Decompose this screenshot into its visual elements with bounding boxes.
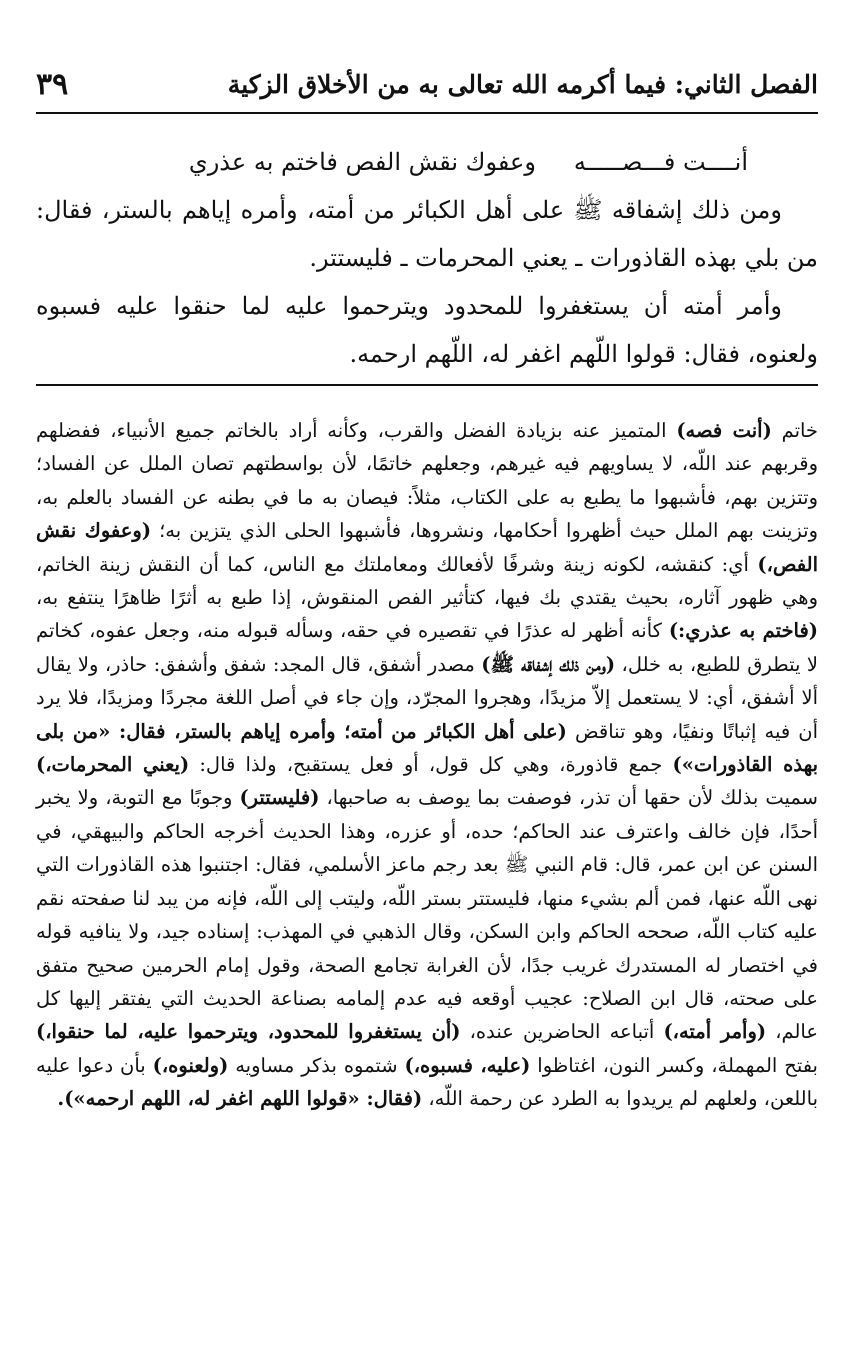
commentary-text: [36, 414, 818, 1116]
header-rule: [36, 112, 818, 114]
commentary-paragraph: [36, 414, 818, 1116]
main-paragraph-2: وأمر أمته أن يستغفروا للمحدود ويترحموا عليه لما حنقوا عليه فسبوه ولعنوه، فقال: قولوا اللّهم اغفر له، اللّهم ارحمه.: [36, 292, 818, 368]
quoted-text: (وعفوك نقش الفص،): [36, 519, 818, 576]
commentary-span: أي: كنقشه، لكونه زينة وشرفًا لأفعالك ومعاملتك مع الناس، كما أن النقش زينة الخاتم، وهي ظهور آثاره، بحيث يقتدي بك فيها، كتأثير الفص المنقوش، إذا طبع به أثرًا ظاهرًا ينتفع به،: [36, 552, 818, 610]
verse-hemistich-1: أنــــت فـــصـــــه: [573, 148, 748, 176]
commentary-span: مصدر أشفق، قال المجد: شفق وأشفق: حاذر، ولا يقال ألا أشفق، أي: لا يستعمل إلاّ مزيدًا، وهجروا المجرّد، وإن جاء في أصل اللغة مجردًا ومزيدًا، فلا يرد أن فيه إثباتًا ونفيًا، وهو تناقض: [36, 652, 819, 743]
quoted-text: (على أهل الكبائر من أمته؛ وأمره إياهم بالستر، فقال: «من بلى بهذه القاذورات»): [36, 719, 819, 777]
quoted-text: (يعني المحرمات،): [36, 753, 190, 777]
quoted-text: (عليه، فسبوه،): [404, 1053, 531, 1077]
quoted-text: (فليستتر): [239, 786, 320, 810]
commentary-span: بأن دعوا عليه باللعن، ولعلهم لم يريدوا به الطرد عن رحمة اللّه،: [36, 1053, 818, 1111]
quoted-text: (ولعنوه،): [152, 1053, 229, 1077]
quoted-text: (أنت فصه): [676, 419, 772, 442]
page-number: ٣٩: [36, 66, 69, 102]
commentary-span: كأنه أظهر له عذرًا في تقصيره في حقه، وسأله قبوله منه، وجعل عفوه، كخاتم لا يتطرق للطبع، به خلل،: [36, 619, 819, 676]
commentary-span: وجوبًا مع التوبة، ولا يخبر أحدًا، فإن خالف واعترف عند الحاكم؛ حده، أو عزره، وهذا الحديث أخرجه الحاكم والبيهقي، في السنن عن ابن عمر، قال: قام النبي ﷺ بعد رجم ماعز الأسلمي، فقال: اجتنبوا هذه القاذورات التي نهى اللّه عنها، فمن ألم بشيء منها، فليستتر بستر اللّه، وليتب إلى اللّه، فإنه من يبد لنا صفحته نقم عليه كتاب اللّه، صححه الحاكم وابن السكن، وقال الذهبي في المهذب: إسناده جيد، ولا ينافيه قوله في اختصار له المستدرك غريب جدًا، لأن الغرابة تجامع الصحة، وقول إمام الحرمين صحيح متفق على صحته، قال ابن الصلاح: عجيب أوقعه فيه عدم إلمامه بصناعة الحديث التي يفتقر إليها كل عالم،: [36, 786, 818, 1044]
running-head: [36, 62, 818, 106]
quoted-text: (فاختم به عذري:): [668, 619, 819, 643]
main-text: [36, 138, 818, 378]
commentary-span: بفتح المهملة، وكسر النون، اغتاظوا: [530, 1053, 818, 1077]
commentary-span: خاتم: [771, 419, 818, 442]
quoted-text: (ومن ذلك إشفاقه ﷺ): [481, 652, 616, 676]
poetry-verse: [36, 138, 818, 186]
commentary-span: المتميز عنه بزيادة الفضل والقرب، وكأنه أراد بالخاتم جميع الأنبياء، ففضلهم وقربهم عند اللّه، لا يساويهم فيه غيرهم، وجعلهم خاتمًا، لأن بواسطتهم تصان الملل عن الفساد؛ وتتزين بهم، فأشبهوا ما يطبع به على الكتاب، مثلاً: فيصان به ما في بطنه عن الفساد بالعلم به، وتزينت بهم الملل حيث أظهروا أحكامها، ونشروها، فأشبهوا الحلى الذي يتزين به؛: [36, 419, 818, 543]
running-title: الفصل الثاني: فيما أكرمه الله تعالى به من الأخلاق الزكية: [227, 69, 818, 99]
quoted-text: (أن يستغفروا للمحدود، ويترحموا عليه، لما حنقوا،): [36, 1020, 461, 1044]
commentary-span: سميت بذلك لأن حقها أن تذر، فوصفت بما يوصف به صاحبها،: [319, 786, 818, 810]
commentary-span: شتموه بذكر مساويه: [228, 1053, 405, 1077]
commentary-span: جمع قاذورة، وهي كل قول، أو فعل يستقبح، ولذا قال:: [189, 753, 673, 777]
commentary-span: أتباعه الحاضرين عنده،: [460, 1020, 664, 1044]
quoted-text: (وأمر أمته،): [663, 1020, 767, 1044]
verse-hemistich-2: وعفوك نقش الفص فاختم به عذري: [188, 148, 536, 176]
main-paragraph-1: ومن ذلك إشفاقه ﷺ على أهل الكبائر من أمته، وأمره إياهم بالستر، فقال: من بلي بهذه القاذورات ـ يعني المحرمات ـ فليستتر.: [36, 196, 818, 272]
quoted-text: (فقال: «قولوا اللهم اغفر له، اللهم ارحمه»).: [57, 1087, 423, 1111]
separator-rule: [36, 384, 818, 386]
